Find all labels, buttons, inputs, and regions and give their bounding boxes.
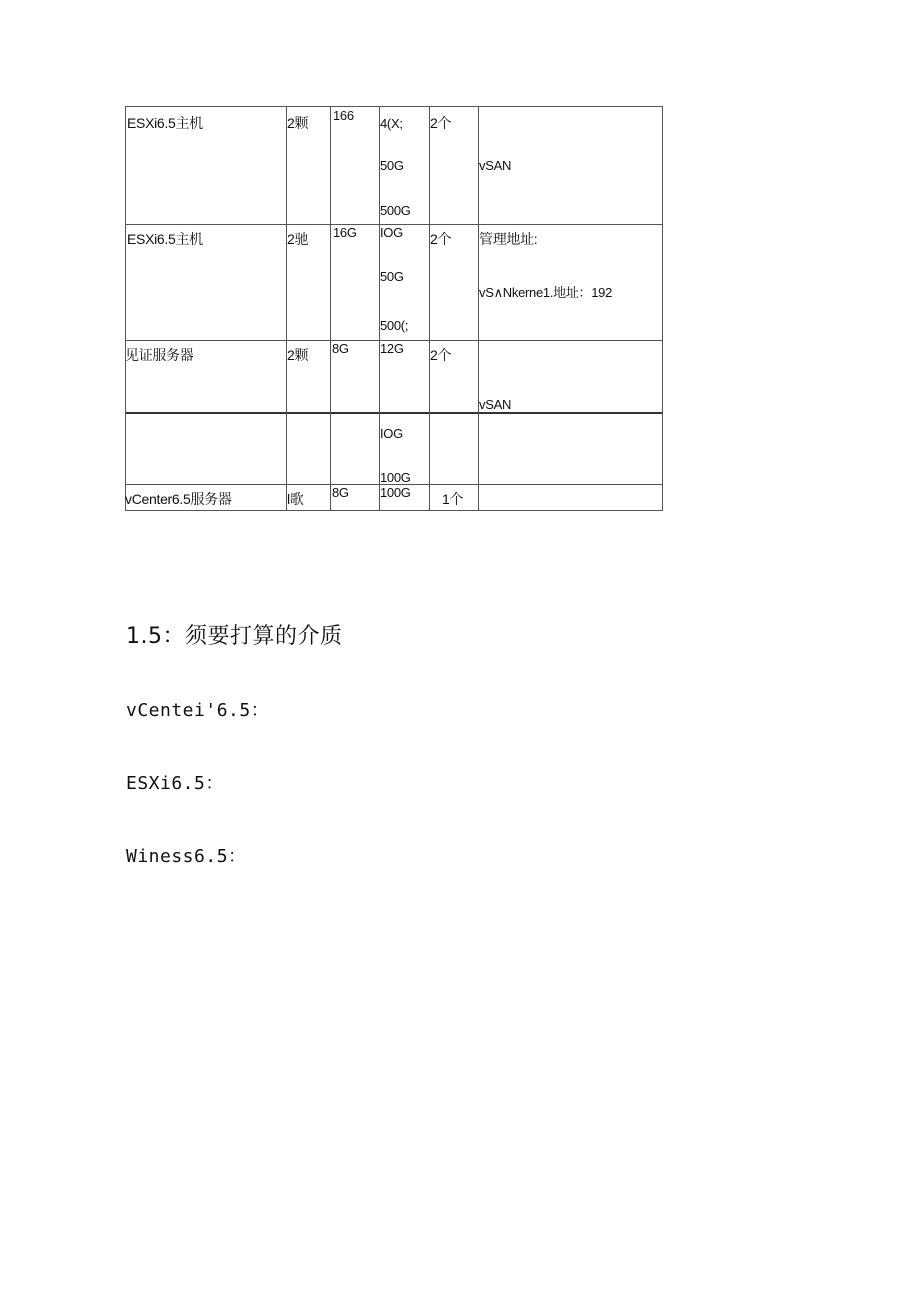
cell-host-name: ESXi6.5主机 (127, 115, 203, 131)
column-divider (286, 106, 287, 511)
cell-memory: 8G (332, 341, 349, 356)
media-item-witness: Winess6.5： (126, 846, 247, 867)
cell-disk: IOG (380, 225, 403, 240)
column-divider (125, 106, 126, 511)
cell-memory: 16G (333, 225, 357, 240)
cell-host-name: vCenter6.5服务器 (125, 491, 232, 507)
cell-note: vSAN (479, 397, 512, 412)
cell-cpu: 2驰 (287, 231, 309, 247)
cell-cpu: 2颗 (287, 347, 309, 363)
cell-disk: 50G (380, 269, 404, 284)
media-item-esxi: ESXi6.5： (126, 773, 224, 794)
cell-disk: 4(X; (380, 116, 403, 131)
column-divider (429, 106, 430, 511)
cell-memory: 166 (333, 108, 354, 123)
cell-cpu: l歌 (287, 491, 304, 507)
cell-note: 管理地址: (479, 231, 538, 247)
cell-memory: 8G (332, 485, 349, 500)
cell-nic: 2个 (430, 231, 452, 247)
hardware-table (125, 106, 663, 511)
cell-note: vS∧Nkerne1.地址：192 (479, 285, 613, 300)
media-item-vcenter: vCentei'6.5： (126, 700, 270, 721)
table-border-bottom (125, 510, 663, 511)
cell-disk: 12G (380, 341, 404, 356)
table-border-top (125, 106, 663, 107)
cell-host-name: 见证服务器 (125, 347, 194, 363)
cell-disk: 500(; (380, 318, 409, 333)
table-border-right (662, 106, 663, 511)
column-divider (330, 106, 331, 511)
cell-nic: 2个 (430, 347, 452, 363)
cell-disk: 100G (380, 485, 411, 500)
cell-disk: IOG (380, 426, 403, 441)
cell-disk: 50G (380, 158, 404, 173)
cell-nic: 2个 (430, 115, 452, 131)
row-divider (125, 412, 663, 414)
cell-disk: 100G (380, 470, 411, 485)
cell-host-name: ESXi6.5主机 (127, 231, 203, 247)
cell-nic: 1个 (442, 491, 464, 507)
cell-note: vSAN (479, 158, 512, 173)
cell-cpu: 2颗 (287, 115, 309, 131)
section-heading: 1.5：须要打算的介质 (126, 624, 343, 649)
cell-disk: 500G (380, 203, 411, 218)
